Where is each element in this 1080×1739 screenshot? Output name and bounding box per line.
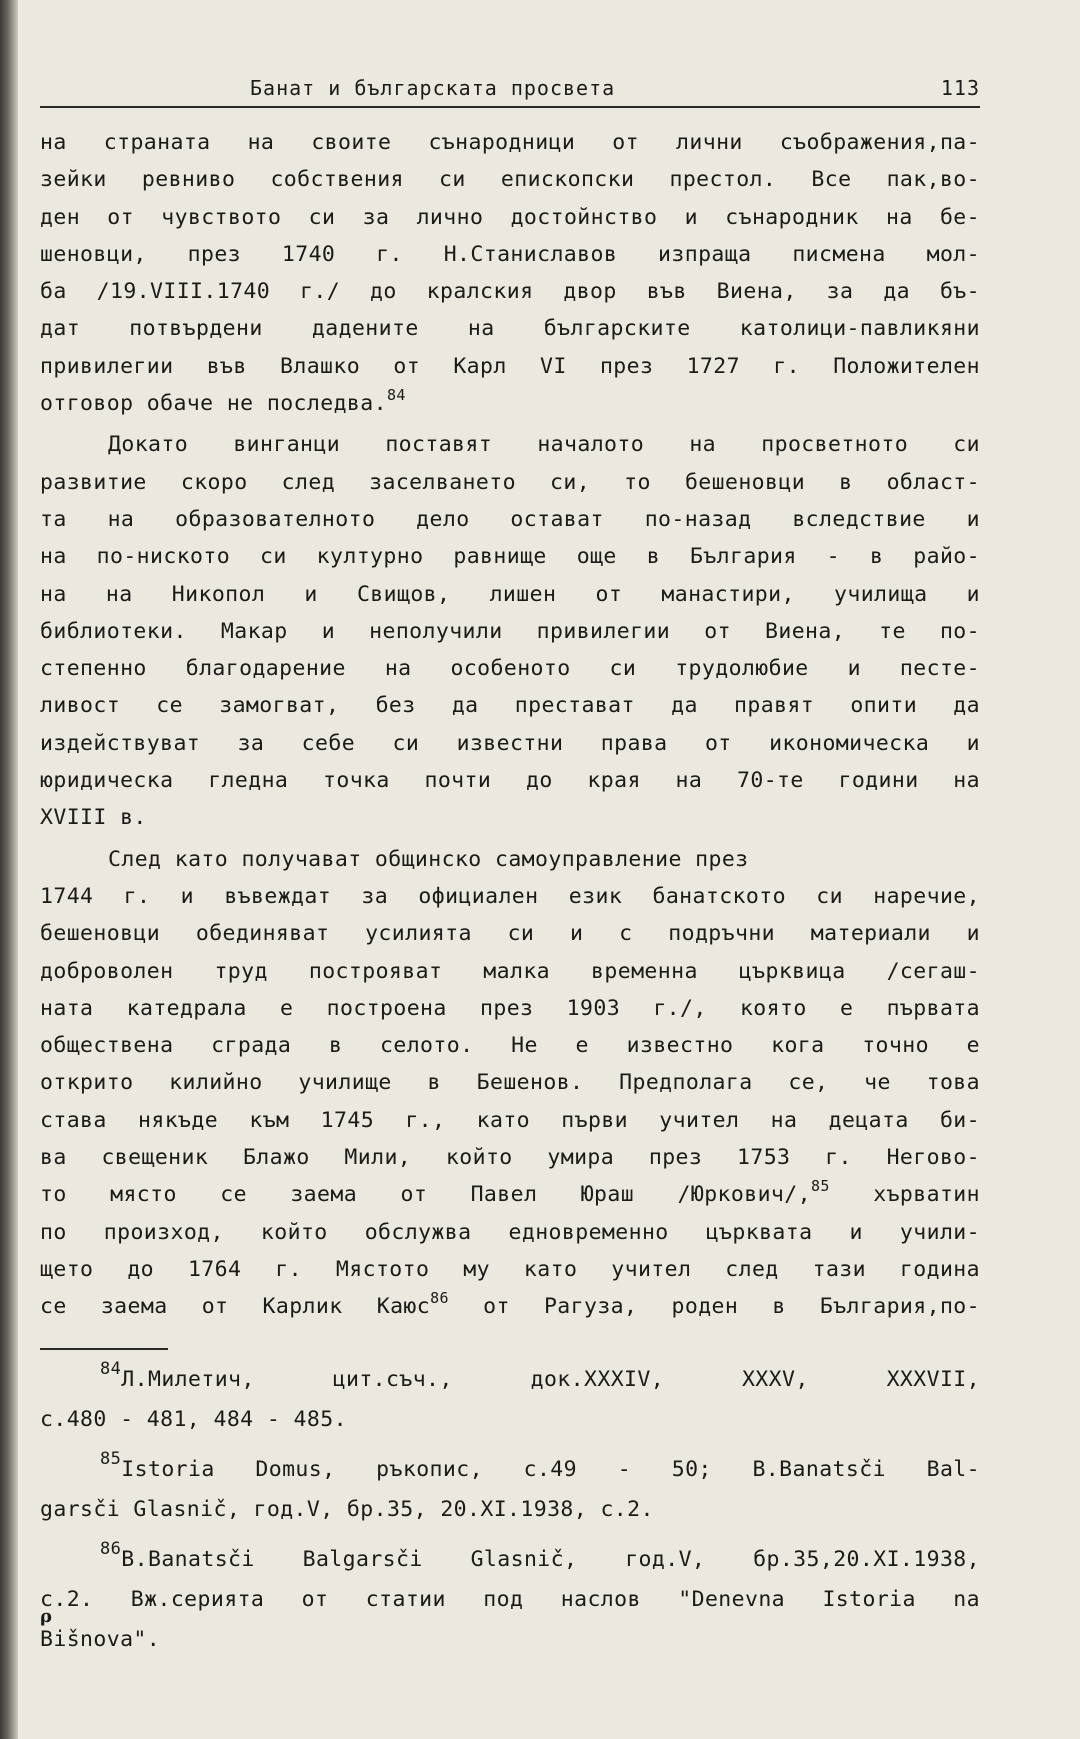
text-line: Докато винганци поставят началото на просветното си: [108, 432, 980, 458]
text-line: та на образователното дело остават по-назад вследствие и: [40, 506, 980, 532]
footnote: [40, 1450, 980, 1530]
text-line-content: отговор обаче не последва.: [40, 391, 387, 417]
text-line: щето до 1764 г. Мястото му като учител след тази година: [40, 1256, 980, 1282]
book-binding-edge: [0, 0, 18, 1739]
footnote: [40, 1540, 980, 1660]
footnote-text: B.Banatsči Balgarsči Glasnič, год.V, бр.35,20.XI.1938,: [121, 1546, 980, 1572]
running-header: [40, 70, 980, 108]
text-line: ба /19.VIII.1740 г./ до кралския двор във Виена, за да бъ-: [40, 279, 980, 305]
text-line: [40, 385, 980, 422]
text-line: открито килийно училище в Бешенов. Предполага се, че това: [40, 1070, 980, 1096]
footnote-text: Л.Милетич, цит.съч., док.XXXIV, XXXV, XXXVII,: [121, 1366, 980, 1392]
text-line-content: хърватин: [829, 1182, 980, 1208]
text-line: степенно благодарение на особеното си трудолюбие и песте-: [40, 656, 980, 682]
text-line: шеновци, през 1740 г. Н.Станиславов изпраща писмена мол-: [40, 241, 980, 267]
text-line: ната катедрала е построена през 1903 г./, която е първата: [40, 995, 980, 1021]
footnote-line: [40, 1360, 980, 1400]
page-number: 113: [940, 76, 980, 100]
corner-pencil-mark: ρ: [40, 1606, 52, 1627]
footnote-number: 85: [100, 1448, 122, 1469]
book-page: [40, 70, 980, 1660]
text-line: издействуват за себе си известни права от икономическа и: [40, 730, 980, 756]
text-line: доброволен труд построяват малка временна църквица /сегаш-: [40, 958, 980, 984]
footnote-number: 84: [100, 1358, 122, 1379]
footnote: [40, 1360, 980, 1440]
text-line: ва свещеник Блажо Мили, който умира през 1753 г. Негово-: [40, 1145, 980, 1171]
text-line: XVIII в.: [40, 805, 147, 831]
text-line: [40, 1288, 980, 1325]
body-text: [40, 124, 980, 1326]
text-line-content: то място се заема от Павел Юраш /Юркович/,: [40, 1182, 811, 1208]
footnote-line: с.480 - 481, 484 - 485.: [40, 1406, 347, 1432]
text-line: библиотеки. Макар и неполучили привилегии от Виена, те по-: [40, 618, 980, 644]
footnote-reference: 86: [430, 1289, 449, 1308]
text-line: обществена сграда в селото. Не е известно кога точно е: [40, 1033, 980, 1059]
text-line: бешеновци обединяват усилията си и с подръчни материали и: [40, 921, 980, 947]
text-line: ливост се замогват, без да престават да правят опити да: [40, 693, 980, 719]
footnote-reference: 84: [386, 386, 406, 405]
paragraph: [40, 124, 980, 422]
running-title: Банат и българската просвета: [250, 76, 616, 100]
text-line: 1744 г. и въвеждат за официален език банатското си наречие,: [40, 883, 980, 909]
text-line: юридическа гледна точка почти до края на 70-те години на: [40, 768, 980, 794]
footnote-line: garsči Glasnič, год.V, бр.35, 20.XI.1938, с.2.: [40, 1496, 654, 1522]
text-line: на страната на своите сънародници от лични съображения,па-: [40, 130, 980, 155]
footnote-line: с.2. Вж.серията от статии под наслов "Denevna Istoria na: [40, 1586, 980, 1612]
footnote-separator: [40, 1348, 168, 1350]
text-line: зейки ревниво собствения си епископски престол. Все пак,во-: [40, 167, 980, 193]
footnote-number: 86: [100, 1538, 122, 1559]
text-line: на по-ниското си културно равнище още в България - в райо-: [40, 544, 980, 570]
paragraph: [40, 426, 980, 836]
footnote-line: [40, 1540, 980, 1580]
text-line-content: се заема от Карлик Каюс: [40, 1294, 431, 1320]
footnote-text: Istoria Domus, ръкопис, с.49 - 50; B.Banatsči Bal-: [121, 1456, 980, 1482]
text-line: развитие скоро след заселването си, то бешеновци в област-: [40, 469, 980, 495]
paragraph: [40, 841, 980, 1326]
text-line: по произход, който обслужва едновременно църквата и учили-: [40, 1219, 980, 1245]
text-line: [40, 1176, 980, 1213]
text-line: ден от чувството си за лично достойнство и сънародник на бе-: [40, 204, 980, 230]
text-line: дат потвърдени дадените на българските католици-павликяни: [40, 316, 980, 342]
text-line: привилегии във Влашко от Карл VI през 1727 г. Положителен: [40, 353, 980, 379]
footnote-reference: 85: [810, 1177, 830, 1196]
text-line-content: от Рагуза, роден в България,по-: [448, 1294, 980, 1320]
text-line: След като получават общинско самоуправление през: [108, 846, 749, 872]
text-line: на на Никопол и Свищов, лишен от манастири, училища и: [40, 581, 980, 607]
footnote-line: [40, 1450, 980, 1490]
footnote-line: Bišnova".: [40, 1626, 161, 1652]
text-line: става някъде към 1745 г., като първи учител на децата би-: [40, 1107, 980, 1133]
